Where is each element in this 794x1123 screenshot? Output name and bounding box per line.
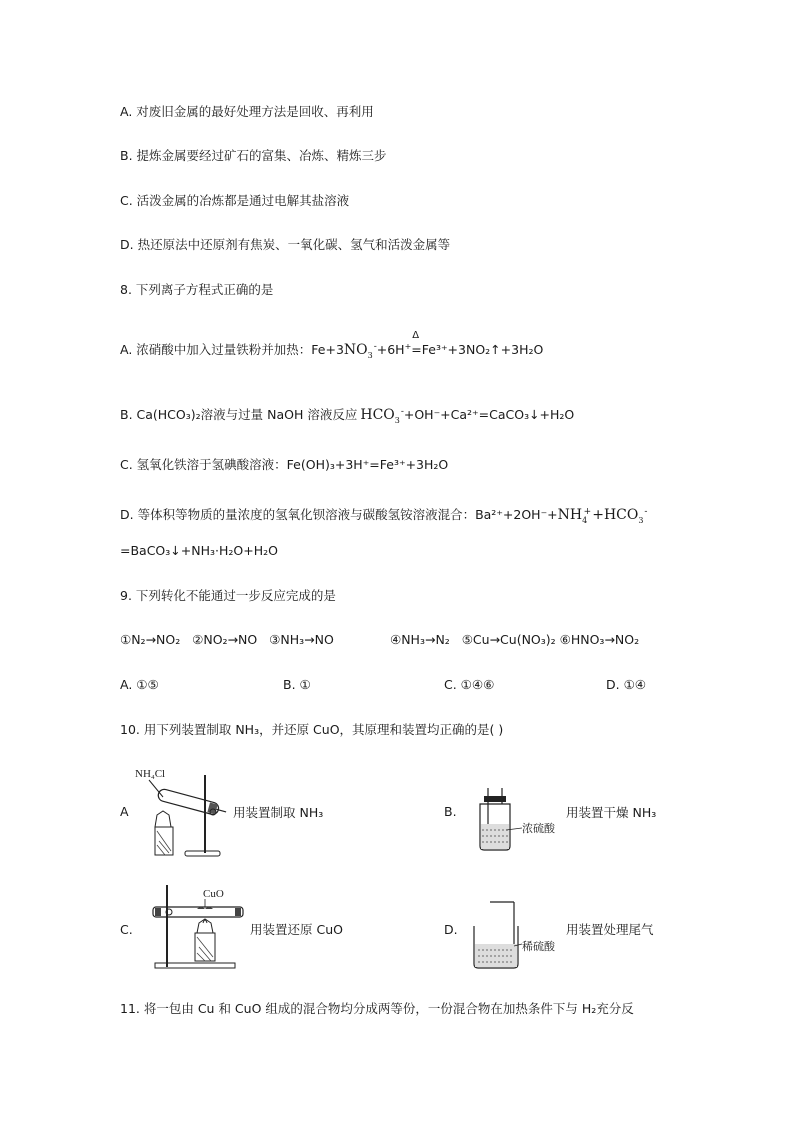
q8-a-mid: +6H xyxy=(376,342,405,357)
q8-b-prefix: B. Ca(HCO₃)₂溶液与过量 NaOH 溶液反应 xyxy=(120,407,358,422)
q10-b-label: B. xyxy=(444,804,457,819)
q8-option-a xyxy=(120,330,544,360)
cuo-reagent-label: CuO xyxy=(203,888,224,900)
delta-symbol: Δ xyxy=(412,330,420,341)
q7-option-a: A. 对废旧金属的最好处理方法是回收、再利用 xyxy=(120,104,374,119)
q10-a-caption: 用装置制取 NH₃ xyxy=(233,805,324,820)
q8-b-rest: +OH⁻+Ca²⁺=CaCO₃↓+H₂O xyxy=(403,407,575,422)
q8-option-c: C. 氢氧化铁溶于氢碘酸溶液：Fe(OH)₃+3H⁺=Fe³⁺+3H₂O xyxy=(120,457,449,472)
ammonium-ion xyxy=(557,507,592,525)
q9-stem: 9. 下列转化不能通过一步反应完成的是 xyxy=(120,588,336,603)
equals-sign: = xyxy=(411,342,422,357)
bicarbonate-ion xyxy=(360,407,404,425)
apparatus-a-figure xyxy=(135,765,235,860)
q10-a-label: A xyxy=(120,804,129,819)
q10-stem: 10. 用下列装置制取 NH₃，并还原 CuO，其原理和装置均正确的是( ) xyxy=(120,722,504,737)
q9-option-b: B. ① xyxy=(283,677,311,692)
q8-stem: 8. 下列离子方程式正确的是 xyxy=(120,282,274,297)
dilute-sulfuric-acid-label: 稀硫酸 xyxy=(522,941,555,953)
apparatus-c-figure xyxy=(145,883,250,971)
q9-option-a: A. ①⑤ xyxy=(120,677,159,692)
nh4cl-reagent-label: NH₄Cl xyxy=(135,768,166,780)
q9-items-a: ①N₂→NO₂ ②NO₂→NO ③NH₃→NO xyxy=(120,632,334,647)
tail-gas-beaker-icon xyxy=(470,898,570,970)
nitrate-ion-subscript: 3 xyxy=(367,351,373,360)
q8-option-d xyxy=(120,507,648,525)
q8-d-plus: + xyxy=(592,507,604,523)
q8-a-rest: Fe³⁺+3NO₂↑+3H₂O xyxy=(421,342,544,357)
ammonium-ion-formula: NH xyxy=(557,507,583,523)
q7-option-c: C. 活泼金属的冶炼都是通过电解其盐溶液 xyxy=(120,193,350,208)
bicarbonate-ion-formula: HCO xyxy=(360,407,395,423)
q10-d-label: D. xyxy=(444,922,458,937)
q7-option-d: D. 热还原法中还原剂有焦炭、一氧化碳、氢气和活泼金属等 xyxy=(120,237,451,252)
cuo-reduction-apparatus-icon xyxy=(145,883,250,971)
q10-c-label: C. xyxy=(120,922,133,937)
q10-d-caption: 用装置处理尾气 xyxy=(566,922,654,937)
q9-items-b: ④NH₃→N₂ ⑤Cu→Cu(NO₃)₂ ⑥HNO₃→NO₂ xyxy=(390,632,640,647)
ammonium-ion-charge: + xyxy=(583,507,592,517)
q8-a-prefix: A. 浓硝酸中加入过量铁粉并加热：Fe+3 xyxy=(120,342,344,357)
apparatus-d-figure xyxy=(470,898,570,970)
apparatus-b-figure xyxy=(470,786,570,854)
nitrate-ion-charge: - xyxy=(373,342,377,352)
bicarbonate-ion-d-formula: HCO xyxy=(603,507,639,523)
q9-option-c: C. ①④⑥ xyxy=(444,677,495,692)
q10-c-caption: 用装置还原 CuO xyxy=(250,922,343,937)
bicarbonate-ion-subscript: 3 xyxy=(394,416,400,425)
nh4cl-heating-apparatus-icon xyxy=(135,765,235,860)
q7-option-b: B. 提炼金属要经过矿石的富集、冶炼、精炼三步 xyxy=(120,148,387,163)
q10-b-caption: 用装置干燥 NH₃ xyxy=(566,805,657,820)
bicarbonate-ion-charge: - xyxy=(400,407,404,417)
q9-option-d: D. ①④ xyxy=(606,677,646,692)
ammonium-ion-subscript: 4 xyxy=(582,516,588,525)
heating-equals xyxy=(411,330,422,358)
q11-stem: 11. 将一包由 Cu 和 CuO 组成的混合物均分成两等份，一份混合物在加热条件下与 H₂充分反 xyxy=(120,1001,634,1016)
q8-option-d-line2: =BaCO₃↓+NH₃·H₂O+H₂O xyxy=(120,543,278,558)
bicarbonate-ion-d-charge: - xyxy=(644,507,648,517)
bicarbonate-ion-d xyxy=(603,507,648,525)
q8-a-mid-sup: + xyxy=(404,341,412,351)
gas-washing-bottle-icon xyxy=(470,786,570,854)
bicarbonate-ion-d-subscript: 3 xyxy=(638,516,644,525)
nitrate-ion-formula: NO xyxy=(343,342,368,358)
nitrate-ion xyxy=(343,342,377,360)
q8-d-prefix: D. 等体积等物质的量浓度的氢氧化钡溶液与碳酸氢铵溶液混合：Ba²⁺+2OH⁻+ xyxy=(120,507,558,522)
q8-option-b xyxy=(120,407,574,425)
conc-sulfuric-acid-label: 浓硫酸 xyxy=(522,823,555,835)
